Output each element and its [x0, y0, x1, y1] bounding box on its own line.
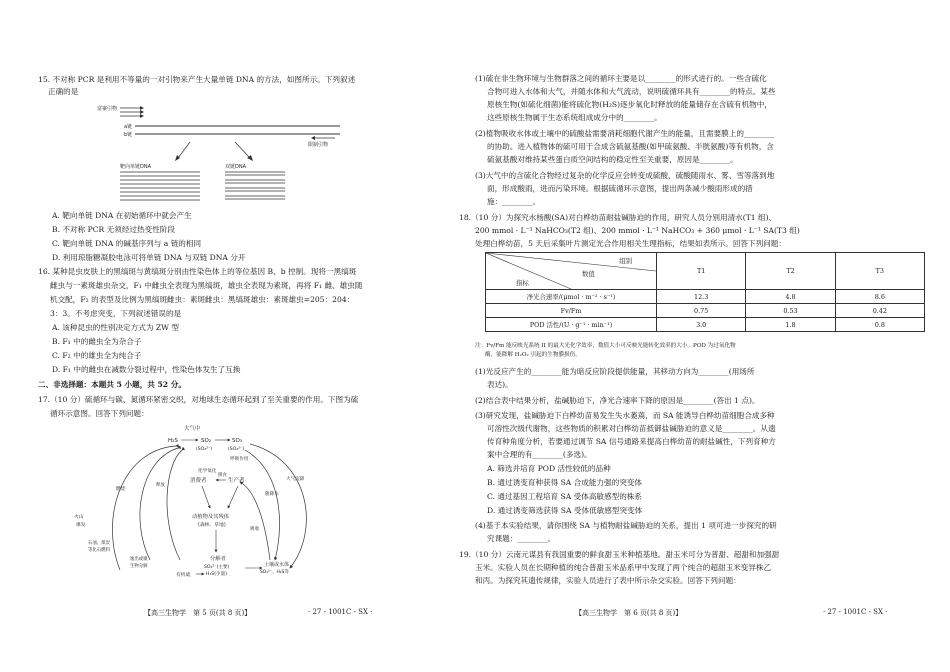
q18-stem-line3: 处理白桦幼苗，5 天后采集叶片测定光合作用相关生理指标，结果如表所示。回答下列问题： — [475, 239, 786, 248]
q18-3-line4: 案中合理的有________(多选)。 — [487, 450, 592, 459]
decomposer-label: 分解者 — [210, 556, 226, 562]
so2-label: SO₂ — [201, 438, 212, 444]
q18-1-line1: (1)光反应产生的________能为暗反应阶段提供能量，其移动方向为________(用场所 — [475, 367, 755, 376]
q16-stem-line3: 机交配，F₂ 的表型及比例为黑缟斑雌虫：素斑雌虫：黑缟斑雄虫：素斑雄虫=205：204： — [50, 295, 355, 304]
footer-code-right: · 27 - 1001C - SX · — [823, 608, 888, 616]
table-head-group: 组别 — [619, 257, 632, 265]
right-page — [459, 0, 950, 672]
q18-3-line2: 可溶性次级代谢物，这些物质的积累对白桦幼苗抵御盐碱胁迫的意义是________。从遗 — [487, 424, 776, 433]
q18-3-line1: (3)研究发现，盐碱胁迫下白桦幼苗易发生失水萎蔫，而 SA 能诱导白桦幼苗细胞合成多种 — [475, 411, 775, 420]
q19-stem-line3: 和丙。为探究其遗传规律，实验人员进行了表中所示杂交实验。回答下列问题： — [475, 576, 741, 585]
table-cell: 4.8 — [746, 290, 835, 304]
q17-1-line3: 原核生物(如硫化细菌)能将硫化物(H₂S)逐步氧化时释放的能量储存在含硫有机物中， — [487, 100, 772, 109]
q15-stem-line2: 正确的是 — [48, 87, 79, 96]
so4-ion-label: (SO₄²⁻) — [228, 447, 245, 452]
label-e: 释放 — [156, 483, 165, 488]
q15-pcr-diagram — [80, 98, 380, 208]
q16-option-b: B. F₁ 中的雌虫全为杂合子 — [52, 337, 142, 346]
table-row-name: POD 活性/(U · g⁻¹ · min⁻¹) — [486, 318, 657, 332]
q16-option-a: A. 该种昆虫的性别决定方式为 ZW 型 — [52, 323, 179, 332]
q15-stem-line1: 15. 不对称 PCR 是利用不等量的一对引物来产生大量单链 DNA 的方法，如图所示。下列叙述 — [38, 75, 356, 84]
q15-option-c: C. 靶向单链 DNA 的碱基序列与 a 链的相同 — [52, 239, 202, 248]
q17-2-line3: 硫氨基酸对维持某些蛋白质空间结构的稳定性至关重要，原因是________。 — [487, 155, 738, 164]
q18-1-line2: 表达)。 — [487, 380, 513, 389]
table-col-t1: T1 — [657, 253, 746, 290]
arrow-fossil — [140, 448, 178, 560]
burn-label: 燃烧 — [116, 487, 126, 492]
q18-results-table — [485, 252, 925, 332]
h2s-few-label: H₂S(少量) — [206, 572, 227, 577]
h2s-label: H₂S — [168, 438, 178, 444]
q17-3-line2: 面，形成酸雨，进而污染环境。根据硫循环示意图，提出两条减少酸雨形成的措 — [487, 184, 753, 193]
q18-4-line1: (4)基于本实验结果，请你围绕 SA 与植物耐盐碱胁迫的关系，提出 1 项可进一步探究的研 — [475, 521, 777, 530]
label-b: 呼吸作用 — [230, 457, 249, 462]
organic-sulfur-label: 有机硫 — [176, 573, 191, 578]
so3-label: SO₃ — [232, 438, 243, 444]
atmosphere-label: 大气中 — [184, 426, 201, 432]
absorb-label: 吸收 — [250, 527, 260, 532]
q17-stem-line1: 17.（10 分）硫循环与碳、氮循环紧密交织，对地球生态循环起到了至关重要的作用。下图为硫 — [38, 395, 359, 404]
footer-page-6: 【高三生物学 第 6 页(共 8 页)】 — [575, 609, 683, 617]
ss-dna-label: 靶向单链DNA — [120, 164, 152, 170]
q15-option-d: D. 利用琼脂糖凝胶电泳可将单链 DNA 与双链 DNA 分开 — [52, 253, 246, 262]
table-cell: 12.3 — [657, 290, 746, 304]
footer-code-left: · 27 - 1001C - SX · — [308, 608, 373, 616]
so3-ion-label: (SO₃²⁻) — [196, 447, 213, 452]
table-cell: 0.53 — [746, 304, 835, 318]
q19-stem-line1: 19.（10 分）云南元谋县有我国重要的鲜食甜玉米种植基地。甜玉米可分为普甜、超甜和加强甜 — [459, 550, 780, 559]
arrow-volcano — [112, 446, 176, 570]
fossil-label-2: 等化石燃料 — [88, 548, 110, 553]
table-cell: 0.42 — [835, 304, 924, 318]
q17-2-line1: (2)植物吸收水体或土壤中的硫酸盐需要消耗细胞代谢产生的能量，且需要膜上的________ — [475, 129, 775, 138]
q18-3-option-c: C. 通过基因工程培育 SA 受体高敏感型的株系 — [487, 492, 642, 501]
arrow-bacteria — [167, 450, 182, 560]
fossil-label-1: 石油、煤炭 — [88, 541, 110, 546]
q18-3-option-d: D. 通过诱变筛选获得 SA 受体低敏感型突变体 — [487, 506, 643, 515]
table-cell: 0.8 — [835, 318, 924, 332]
q18-3-option-a: A. 筛选并培育 POD 活性较低的品种 — [487, 464, 611, 473]
table-row — [486, 318, 925, 332]
table-row — [486, 304, 925, 318]
ds-dna-label: 双链DNA — [225, 164, 247, 170]
q17-1-line2: 合物可进入水体和大气，并随水体和大气流动，说明硫循环具有________的特点。某些 — [487, 87, 776, 96]
table-col-t3: T3 — [835, 253, 924, 290]
bacteria-label-2: 生物分解 — [130, 564, 148, 569]
remains-label: 动植物及其残体 — [192, 514, 230, 520]
q17-3-line3: 施：________。 — [487, 197, 541, 206]
footer-page-5: 【高三生物学 第 5 页(共 8 页)】 — [144, 609, 252, 617]
q17-2-line2: 的协助。进入植物体的硫可用于合成含硫氨基酸(如甲硫氨酸、半胱氨酸)等有机物，含 — [487, 142, 774, 151]
table-cell: 8.6 — [835, 290, 924, 304]
eat-label: 摄食 — [218, 473, 227, 478]
a-strand-label: a链 — [124, 124, 133, 130]
volcano-label: 火山 — [74, 515, 84, 520]
q17-stem-line2: 循环示意图。回答下列问题： — [50, 409, 149, 418]
table-cell: 0.75 — [657, 304, 746, 318]
ds-dna-strands — [225, 172, 285, 199]
q17-1-line4: 这些原核生物属于生态系统组成成分中的________。 — [487, 113, 662, 122]
producer-label: 生产者 — [228, 478, 245, 484]
deposit-label: 大气沉降 — [286, 477, 305, 482]
q18-3-option-b: B. 通过诱变育种获得 SA 合成能力强的突变体 — [487, 478, 643, 487]
soil-label: 土壤或水体 — [264, 562, 290, 568]
eruption-label: 爆发 — [76, 523, 86, 528]
table-row — [486, 290, 925, 304]
ss-dna-strands — [120, 172, 200, 200]
table-head-data: 数值 — [582, 270, 595, 278]
so4-main-label: SO₄²⁻(主要) — [204, 565, 230, 570]
consumer-label: 消费者 — [190, 478, 207, 484]
table-note-line1: 注：Fv/Fm 能反映光系统 II 的最大光化学效率，数值大小可反映光能转化效率的大小。POD 为过氧化物 — [475, 343, 736, 349]
label-a: 化学氧化 — [198, 469, 217, 474]
q17-3-line1: (3)大气中的含硫化合物经过复杂的化学反应会转变成硫酸，硫酸随雨水、雾、雪等落到地 — [475, 171, 775, 180]
b-strand-label: b链 — [124, 132, 133, 138]
table-diagonal-header — [486, 253, 657, 290]
table-row-name: 净光合速率/(μmol · m⁻² · s⁻¹) — [486, 290, 657, 304]
limit-primer-label: 限制引物 — [308, 142, 329, 148]
q18-4-line2: 究课题：________。 — [487, 534, 556, 543]
arrow-rain — [245, 450, 280, 560]
table-head-index: 指标 — [516, 279, 529, 287]
q15-option-b: B. 不对称 PCR 无须经过热变性阶段 — [52, 225, 175, 234]
q15-option-a: A. 靶向单链 DNA 在初始循环中就会产生 — [52, 211, 192, 220]
q18-3-line3: 传育种角度分析，若要通过调节 SA 信号通路来提高白桦幼苗的耐盐碱性，下列育种方 — [487, 437, 776, 446]
soil-label-2: SO₄²⁻、H₂S等 — [260, 570, 289, 575]
bacteria-label-1: 逸出或微 — [130, 557, 148, 562]
label-c: 随降水 — [265, 492, 279, 497]
table-cell: 3.0 — [657, 318, 746, 332]
section-2-heading: 二、非选择题：本题共 5 小题，共 52 分。 — [38, 380, 186, 389]
primer-label: 富案引物 — [97, 106, 118, 112]
forest-label: (森林、草地) — [198, 523, 226, 528]
q17-1-line1: (1)硫在非生物环境与生物群落之间的循环主要是以________的形式进行的。一些含硫化 — [475, 74, 767, 83]
table-row-name: Fv/Fm — [486, 304, 657, 318]
table-note-line2: 酶，能降解 H₂O₂ 引起的生物膜损伤。 — [485, 352, 581, 358]
table-col-t2: T2 — [746, 253, 835, 290]
table-header-row — [486, 253, 925, 290]
q16-stem-line4: 3：3。不考虑突变，下列叙述错误的是 — [50, 309, 182, 318]
table-cell: 1.8 — [746, 318, 835, 332]
sulfur-cycle-diagram — [74, 420, 360, 590]
q16-option-c: C. F₂ 中的雄虫全为纯合子 — [52, 351, 142, 360]
q18-2-line: (2)结合表中结果分析，盐碱胁迫下，净光合速率下降的原因是________(答出 1 点)。 — [475, 396, 760, 405]
q18-stem-line2: 200 mmol · L⁻¹ NaHCO₃(T2 组)、200 mmol · L⁻¹ NaHCO₃ + 360 μmol · L⁻¹ SA(T3 组) — [475, 226, 800, 235]
q16-stem-line1: 16. 某种昆虫皮肤上的黑缟斑与黄缟斑分别由性染色体上的等位基因 B、b 控制。现将一黑缟斑 — [38, 267, 357, 276]
q16-option-d: D. F₁ 中的雌虫在减数分裂过程中，性染色体发生了互换 — [52, 365, 241, 374]
q18-stem-line1: 18.（10 分）为探究水杨酸(SA)对白桦幼苗耐盐碱胁迫的作用，研究人员分别用清水(T1 组)、 — [459, 213, 777, 222]
q19-stem-line2: 玉米。实验人员在长期种植的纯合普甜玉米品系甲中发现了两个纯合的超甜玉米变异株乙 — [475, 563, 772, 572]
q16-stem-line2: 雌虫与一素斑雄虫杂交，F₁ 中雌虫全表现为黑缟斑，雄虫全表现为素斑，再将 F₁ 雌、雄虫随 — [50, 281, 363, 290]
